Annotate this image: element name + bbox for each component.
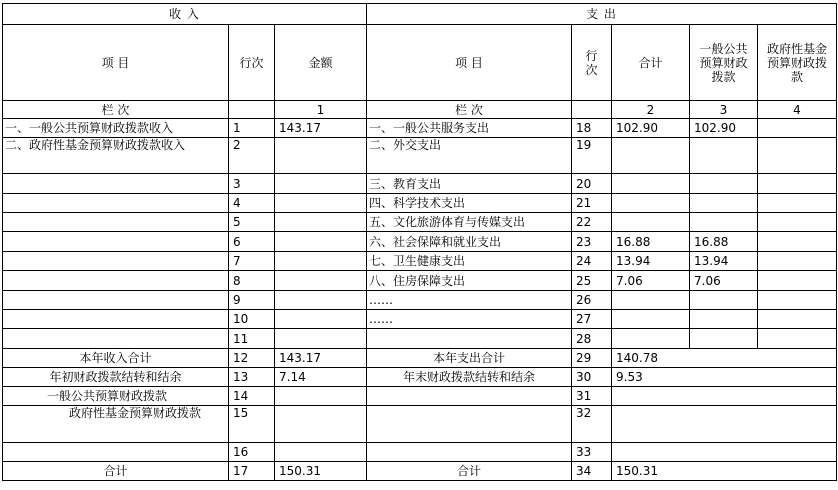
expense-grand-total: 150.31 (612, 462, 837, 481)
expense-total: 7.06 (612, 271, 690, 291)
expense-gov-fund (758, 310, 837, 329)
expense-item: …… (367, 310, 572, 329)
income-summary-item: 政府性基金预算财政拨款 (3, 406, 229, 443)
income-line-no: 7 (229, 252, 275, 271)
expense-line-no: 23 (572, 232, 612, 252)
income-line-no: 9 (229, 291, 275, 310)
column-index-label: 栏 次 (3, 101, 229, 119)
expense-total (612, 174, 690, 194)
expense-gov-fund (758, 291, 837, 310)
expense-summary-amount: 9.53 (612, 368, 837, 387)
income-line-no: 14 (229, 387, 275, 406)
expense-line-no: 33 (572, 443, 612, 462)
income-amount (275, 310, 367, 329)
income-section-header: 收 入 (3, 4, 367, 25)
income-amount (275, 252, 367, 271)
income-item (3, 329, 229, 349)
income-line-no: 10 (229, 310, 275, 329)
summary-row (3, 443, 837, 462)
column-index-1: 1 (275, 101, 367, 119)
expense-line-no: 28 (572, 329, 612, 349)
expense-total: 13.94 (612, 252, 690, 271)
section-header-row (3, 4, 837, 25)
table-row (3, 271, 837, 291)
expense-line-no: 24 (572, 252, 612, 271)
income-line-no: 17 (229, 462, 275, 481)
gov-fund-header: 政府性基金预算财政拨款 (758, 25, 837, 101)
income-line-no: 13 (229, 368, 275, 387)
expense-gov-fund (758, 271, 837, 291)
column-index-4: 4 (758, 101, 837, 119)
expense-general-budget (690, 329, 758, 349)
income-item: 一、一般公共预算财政拨款收入 (3, 119, 229, 138)
expense-item: 三、教育支出 (367, 174, 572, 194)
expense-line-no: 18 (572, 119, 612, 138)
expense-line-no: 26 (572, 291, 612, 310)
table-row (3, 138, 837, 174)
column-index-cell (229, 101, 275, 119)
expense-grand-total-label: 合计 (367, 462, 572, 481)
income-grand-total-label: 合计 (3, 462, 229, 481)
table-row (3, 310, 837, 329)
income-amount (275, 174, 367, 194)
income-amount-header: 金额 (275, 25, 367, 101)
income-item: 二、政府性基金预算财政拨款收入 (3, 138, 229, 174)
column-header-row (3, 25, 837, 101)
expense-total-header: 合计 (612, 25, 690, 101)
expense-summary-item (367, 406, 572, 443)
column-index-3: 3 (690, 101, 758, 119)
expense-total: 16.88 (612, 232, 690, 252)
expense-item-header: 项 目 (367, 25, 572, 101)
expense-item: 五、文化旅游体育与传媒支出 (367, 213, 572, 232)
table-row (3, 291, 837, 310)
income-amount: 143.17 (275, 349, 367, 368)
table-row (3, 194, 837, 213)
expense-line-no: 27 (572, 310, 612, 329)
expense-gov-fund (758, 138, 837, 174)
expense-general-budget: 102.90 (690, 119, 758, 138)
expense-line-no: 31 (572, 387, 612, 406)
expense-line-no: 22 (572, 213, 612, 232)
expense-summary-item (367, 387, 572, 406)
expense-gov-fund (758, 329, 837, 349)
expense-item: 八、住房保障支出 (367, 271, 572, 291)
income-amount (275, 406, 367, 443)
income-line-header: 行次 (229, 25, 275, 101)
expense-line-header: 行次 (572, 25, 612, 101)
expense-gov-fund (758, 119, 837, 138)
income-line-no: 5 (229, 213, 275, 232)
column-index-2: 2 (612, 101, 690, 119)
expense-general-budget (690, 291, 758, 310)
expense-total (612, 310, 690, 329)
expense-section-header: 支 出 (367, 4, 837, 25)
budget-table (2, 3, 837, 481)
table-row (3, 252, 837, 271)
column-index-label: 栏 次 (367, 101, 572, 119)
table-row (3, 119, 837, 138)
expense-item: 四、科学技术支出 (367, 194, 572, 213)
income-item (3, 213, 229, 232)
expense-item: 一、一般公共服务支出 (367, 119, 572, 138)
expense-general-budget: 16.88 (690, 232, 758, 252)
expense-summary-amount (612, 443, 837, 462)
expense-total (612, 138, 690, 174)
expense-general-budget (690, 174, 758, 194)
income-line-no: 3 (229, 174, 275, 194)
expense-line-no: 32 (572, 406, 612, 443)
income-amount (275, 232, 367, 252)
column-index-cell (572, 101, 612, 119)
income-item (3, 271, 229, 291)
income-summary-item: 年初财政拨款结转和结余 (3, 368, 229, 387)
income-line-no: 8 (229, 271, 275, 291)
expense-total (612, 194, 690, 213)
income-item (3, 232, 229, 252)
expense-summary-item: 年末财政拨款结转和结余 (367, 368, 572, 387)
income-amount (275, 443, 367, 462)
expense-general-budget (690, 194, 758, 213)
expense-summary-amount (612, 406, 837, 443)
expense-summary-amount: 140.78 (612, 349, 837, 368)
expense-total (612, 213, 690, 232)
income-line-no: 6 (229, 232, 275, 252)
expense-line-no: 21 (572, 194, 612, 213)
expense-line-no: 29 (572, 349, 612, 368)
expense-item (367, 329, 572, 349)
expense-general-budget: 7.06 (690, 271, 758, 291)
expense-general-budget (690, 310, 758, 329)
grand-total-row (3, 462, 837, 481)
income-grand-total: 150.31 (275, 462, 367, 481)
expense-general-budget (690, 138, 758, 174)
summary-row (3, 368, 837, 387)
expense-gov-fund (758, 213, 837, 232)
income-item (3, 310, 229, 329)
expense-gov-fund (758, 232, 837, 252)
income-amount (275, 387, 367, 406)
expense-total (612, 329, 690, 349)
expense-item: …… (367, 291, 572, 310)
income-line-no: 1 (229, 119, 275, 138)
table-row (3, 174, 837, 194)
table-row (3, 232, 837, 252)
income-line-no: 16 (229, 443, 275, 462)
income-amount: 143.17 (275, 119, 367, 138)
income-item-header: 项 目 (3, 25, 229, 101)
income-line-no: 11 (229, 329, 275, 349)
income-line-no: 2 (229, 138, 275, 174)
income-amount: 7.14 (275, 368, 367, 387)
expense-line-no: 25 (572, 271, 612, 291)
income-amount (275, 194, 367, 213)
table-row (3, 213, 837, 232)
income-amount (275, 291, 367, 310)
summary-row (3, 349, 837, 368)
income-item (3, 252, 229, 271)
expense-line-no: 30 (572, 368, 612, 387)
expense-line-no: 19 (572, 138, 612, 174)
expense-item: 六、社会保障和就业支出 (367, 232, 572, 252)
expense-summary-amount (612, 387, 837, 406)
expense-item: 二、外交支出 (367, 138, 572, 174)
income-summary-item (3, 443, 229, 462)
income-item (3, 194, 229, 213)
income-item (3, 291, 229, 310)
income-amount (275, 329, 367, 349)
income-amount (275, 138, 367, 174)
expense-total (612, 291, 690, 310)
income-line-no: 15 (229, 406, 275, 443)
expense-gov-fund (758, 252, 837, 271)
expense-gov-fund (758, 194, 837, 213)
column-index-row (3, 101, 837, 119)
expense-line-no: 20 (572, 174, 612, 194)
expense-summary-item: 本年支出合计 (367, 349, 572, 368)
expense-general-budget: 13.94 (690, 252, 758, 271)
expense-item: 七、卫生健康支出 (367, 252, 572, 271)
expense-gov-fund (758, 174, 837, 194)
expense-summary-item (367, 443, 572, 462)
summary-row (3, 406, 837, 443)
income-amount (275, 271, 367, 291)
income-line-no: 4 (229, 194, 275, 213)
income-line-no: 12 (229, 349, 275, 368)
table-row (3, 329, 837, 349)
general-budget-header: 一般公共预算财政拨款 (690, 25, 758, 101)
income-amount (275, 213, 367, 232)
summary-row (3, 387, 837, 406)
expense-total: 102.90 (612, 119, 690, 138)
income-summary-item: 本年收入合计 (3, 349, 229, 368)
expense-general-budget (690, 213, 758, 232)
expense-line-no: 34 (572, 462, 612, 481)
income-item (3, 174, 229, 194)
income-summary-item: 一般公共预算财政拨款 (3, 387, 229, 406)
